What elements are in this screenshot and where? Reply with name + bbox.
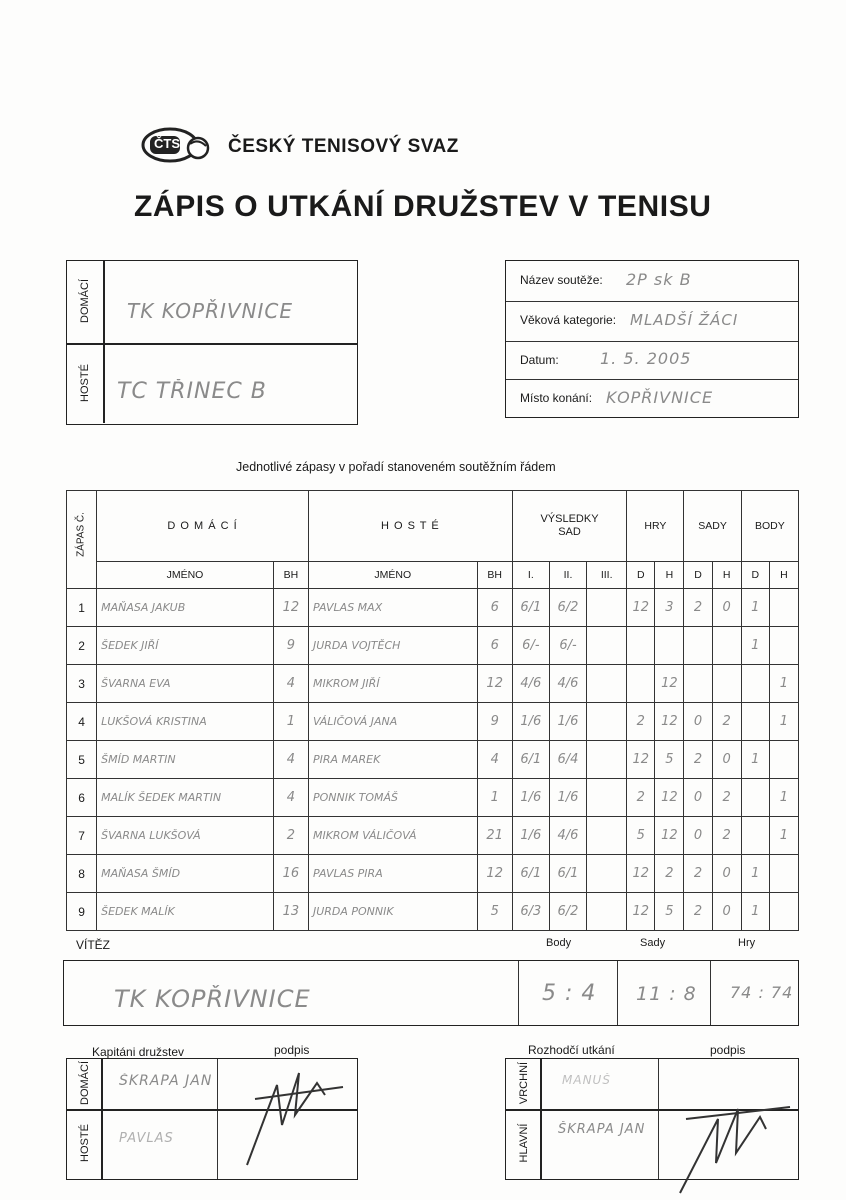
home-bh: 12: [273, 589, 308, 627]
set2-score: 4/6: [549, 817, 586, 855]
sub-set1: I.: [512, 562, 549, 589]
logo: [140, 122, 212, 168]
guest-player: PIRA MAREK: [308, 741, 477, 779]
place-value: KOPŘIVNICE: [606, 388, 714, 407]
points-home: 1: [741, 893, 769, 931]
sets-home: 0: [684, 703, 712, 741]
captains-label: Kapitáni družstev: [92, 1045, 185, 1059]
home-player: MAŇASA JAKUB: [97, 589, 274, 627]
guest-player: PAVLAS PIRA: [308, 855, 477, 893]
sub-set3: III.: [587, 562, 627, 589]
points-guest: 1: [769, 703, 798, 741]
match-row: [67, 703, 799, 741]
match-number: 7: [67, 817, 97, 855]
set1-score: 6/-: [512, 627, 549, 665]
guest-bh: 21: [477, 817, 512, 855]
winner-value: TK KOPŘIVNICE: [114, 985, 311, 1013]
col-home: D O M Á C Í: [97, 491, 309, 562]
referee-main-signature: [666, 1089, 796, 1199]
set3-score: [587, 817, 627, 855]
winner-label: VÍTĚZ: [76, 938, 111, 952]
set2-score: 6/1: [549, 855, 586, 893]
col-results-label: VÝSLEDKY SAD: [540, 513, 599, 538]
guest-bh: 6: [477, 589, 512, 627]
page-title: ZÁPIS O UTKÁNÍ DRUŽSTEV V TENISU: [134, 190, 712, 223]
col-guest: H O S T É: [308, 491, 512, 562]
sets-home: 2: [684, 589, 712, 627]
games-guest: [655, 627, 684, 665]
col-hry: HRY: [627, 491, 684, 562]
guest-player: JURDA PONNIK: [308, 893, 477, 931]
games-guest: 5: [655, 741, 684, 779]
referee-chair-label: VRCHNÍ: [518, 1061, 530, 1105]
competition-value: 2P sk B: [626, 270, 692, 289]
home-bh: 4: [273, 665, 308, 703]
games-guest: 3: [655, 589, 684, 627]
winner-box: [63, 960, 799, 1026]
captain-home-name: ŠKRAPA JAN: [119, 1073, 213, 1089]
sets-guest: [712, 627, 741, 665]
logo-text: ČTS: [154, 136, 180, 151]
set2-score: 4/6: [549, 665, 586, 703]
sets-guest: 2: [712, 779, 741, 817]
home-bh: 4: [273, 779, 308, 817]
match-row: [67, 817, 799, 855]
match-number: 6: [67, 779, 97, 817]
home-bh: 16: [273, 855, 308, 893]
sets-guest: 0: [712, 589, 741, 627]
games-home: 2: [627, 703, 655, 741]
place-label: Místo konání:: [520, 391, 593, 405]
set3-score: [587, 703, 627, 741]
sets-home: 2: [684, 855, 712, 893]
games-home: 12: [627, 893, 655, 931]
guest-bh: 1: [477, 779, 512, 817]
games-guest: 12: [655, 779, 684, 817]
set1-score: 6/3: [512, 893, 549, 931]
games-guest: 12: [655, 665, 684, 703]
games-home: 12: [627, 741, 655, 779]
games-home: [627, 665, 655, 703]
guest-player: VÁLIČOVÁ JANA: [308, 703, 477, 741]
points-home: [741, 703, 769, 741]
games-home: 5: [627, 817, 655, 855]
col-zapas-label: ZÁPAS Č.: [75, 512, 87, 557]
set2-score: 1/6: [549, 703, 586, 741]
home-bh: 2: [273, 817, 308, 855]
referees-label: Rozhodčí utkání: [528, 1043, 615, 1057]
col-body: BODY: [741, 491, 798, 562]
guest-player: JURDA VOJTĚCH: [308, 627, 477, 665]
set1-score: 1/6: [512, 817, 549, 855]
winner-sady-value: 11 : 8: [636, 983, 697, 1005]
sub-home-name: JMÉNO: [97, 562, 274, 589]
set1-score: 6/1: [512, 741, 549, 779]
captains-guest-label: HOSTÉ: [79, 1124, 91, 1162]
age-value: MLADŠÍ ŽÁCI: [630, 311, 739, 329]
sets-home: 2: [684, 893, 712, 931]
set1-score: 1/6: [512, 703, 549, 741]
games-guest: 5: [655, 893, 684, 931]
col-results: [512, 491, 626, 562]
match-row: [67, 627, 799, 665]
guest-bh: 12: [477, 855, 512, 893]
captain-guest-name: PAVLAS: [119, 1131, 174, 1146]
games-guest: 12: [655, 817, 684, 855]
points-guest: [769, 589, 798, 627]
match-number: 9: [67, 893, 97, 931]
set1-score: 4/6: [512, 665, 549, 703]
sub-hry-h: H: [655, 562, 684, 589]
match-row: [67, 893, 799, 931]
set2-score: 6/-: [549, 627, 586, 665]
set2-score: 6/2: [549, 893, 586, 931]
home-label: DOMÁCÍ: [79, 279, 91, 323]
points-guest: [769, 741, 798, 779]
home-player: MAŇASA ŠMÍD: [97, 855, 274, 893]
date-value: 1. 5. 2005: [600, 349, 692, 368]
teams-box: [66, 260, 358, 425]
sets-home: 0: [684, 779, 712, 817]
home-team-value: TK KOPŘIVNICE: [127, 299, 294, 323]
set2-score: 1/6: [549, 779, 586, 817]
games-guest: 12: [655, 703, 684, 741]
home-player: ŠMÍD MARTIN: [97, 741, 274, 779]
points-home: 1: [741, 855, 769, 893]
sub-sady-h: H: [712, 562, 741, 589]
points-home: [741, 817, 769, 855]
home-bh: 13: [273, 893, 308, 931]
set3-score: [587, 665, 627, 703]
winner-hry-label: Hry: [738, 937, 756, 949]
sets-guest: [712, 665, 741, 703]
sets-home: 2: [684, 741, 712, 779]
match-row: [67, 665, 799, 703]
sub-hry-d: D: [627, 562, 655, 589]
captains-box: [66, 1058, 358, 1180]
col-zapas: [67, 491, 97, 589]
set3-score: [587, 589, 627, 627]
guest-bh: 5: [477, 893, 512, 931]
date-label: Datum:: [520, 353, 559, 367]
sets-guest: 2: [712, 703, 741, 741]
points-home: 1: [741, 741, 769, 779]
guest-player: MIKROM VÁLIČOVÁ: [308, 817, 477, 855]
points-guest: 1: [769, 665, 798, 703]
home-player: ŠEDEK MALÍK: [97, 893, 274, 931]
home-player: ŠVARNA LUKŠOVÁ: [97, 817, 274, 855]
guest-bh: 9: [477, 703, 512, 741]
winner-hry-value: 74 : 74: [730, 983, 794, 1002]
points-home: 1: [741, 627, 769, 665]
match-number: 5: [67, 741, 97, 779]
sets-guest: 0: [712, 893, 741, 931]
match-number: 2: [67, 627, 97, 665]
sets-guest: 0: [712, 855, 741, 893]
match-number: 1: [67, 589, 97, 627]
sub-body-h: H: [769, 562, 798, 589]
match-number: 3: [67, 665, 97, 703]
points-home: [741, 665, 769, 703]
matches-table: [66, 490, 799, 931]
home-bh: 4: [273, 741, 308, 779]
sets-home: [684, 627, 712, 665]
home-player: LUKŠOVÁ KRISTINA: [97, 703, 274, 741]
info-box: [505, 260, 799, 418]
points-home: 1: [741, 589, 769, 627]
sub-guest-bh: BH: [477, 562, 512, 589]
winner-sady-label: Sady: [640, 937, 666, 949]
set3-score: [587, 855, 627, 893]
match-row: [67, 589, 799, 627]
points-guest: [769, 855, 798, 893]
age-label: Věková kategorie:: [520, 313, 617, 327]
home-player: MALÍK ŠEDEK MARTIN: [97, 779, 274, 817]
points-guest: [769, 893, 798, 931]
referee-chair-name: MANUŠ: [562, 1073, 611, 1087]
match-row: [67, 855, 799, 893]
set2-score: 6/4: [549, 741, 586, 779]
referees-signature-label: podpis: [710, 1043, 746, 1057]
set3-score: [587, 741, 627, 779]
sub-sady-d: D: [684, 562, 712, 589]
match-number: 4: [67, 703, 97, 741]
sets-home: [684, 665, 712, 703]
points-guest: [769, 627, 798, 665]
col-sady: SADY: [684, 491, 741, 562]
sets-guest: 0: [712, 741, 741, 779]
match-row: [67, 779, 799, 817]
captains-signature-label: podpis: [274, 1043, 310, 1057]
home-bh: 9: [273, 627, 308, 665]
guest-bh: 6: [477, 627, 512, 665]
home-player: ŠVARNA EVA: [97, 665, 274, 703]
match-number: 8: [67, 855, 97, 893]
winner-body-label: Body: [546, 937, 572, 949]
sub-guest-name: JMÉNO: [308, 562, 477, 589]
referee-main-label: HLAVNÍ: [518, 1123, 530, 1163]
sets-guest: 2: [712, 817, 741, 855]
set2-score: 6/2: [549, 589, 586, 627]
sub-home-bh: BH: [273, 562, 308, 589]
guest-bh: 12: [477, 665, 512, 703]
set3-score: [587, 779, 627, 817]
games-home: [627, 627, 655, 665]
guest-player: PAVLAS MAX: [308, 589, 477, 627]
points-guest: 1: [769, 817, 798, 855]
referee-main-name: ŠKRAPA JAN: [558, 1122, 646, 1137]
games-home: 12: [627, 855, 655, 893]
guest-player: MIKROM JIŘÍ: [308, 665, 477, 703]
home-bh: 1: [273, 703, 308, 741]
games-home: 2: [627, 779, 655, 817]
matches-subtitle: Jednotlivé zápasy v pořadí stanoveném soutěžním řádem: [236, 460, 556, 474]
points-home: [741, 779, 769, 817]
guest-bh: 4: [477, 741, 512, 779]
set3-score: [587, 627, 627, 665]
set3-score: [587, 893, 627, 931]
referees-box: [505, 1058, 799, 1180]
sub-body-d: D: [741, 562, 769, 589]
set1-score: 6/1: [512, 589, 549, 627]
org-name: ČESKÝ TENISOVÝ SVAZ: [228, 136, 459, 157]
points-guest: 1: [769, 779, 798, 817]
games-guest: 2: [655, 855, 684, 893]
set1-score: 1/6: [512, 779, 549, 817]
winner-body-value: 5 : 4: [542, 981, 597, 1006]
match-row: [67, 741, 799, 779]
guest-player: PONNIK TOMÁŠ: [308, 779, 477, 817]
guest-team-value: TC TŘINEC B: [117, 379, 267, 404]
competition-label: Název soutěže:: [520, 273, 603, 287]
sub-set2: II.: [549, 562, 586, 589]
home-player: ŠEDEK JIŘÍ: [97, 627, 274, 665]
captains-home-label: DOMÁCÍ: [79, 1061, 91, 1105]
captain-home-signature: [237, 1065, 347, 1173]
set1-score: 6/1: [512, 855, 549, 893]
sets-home: 0: [684, 817, 712, 855]
guest-label: HOSTÉ: [79, 364, 91, 402]
games-home: 12: [627, 589, 655, 627]
